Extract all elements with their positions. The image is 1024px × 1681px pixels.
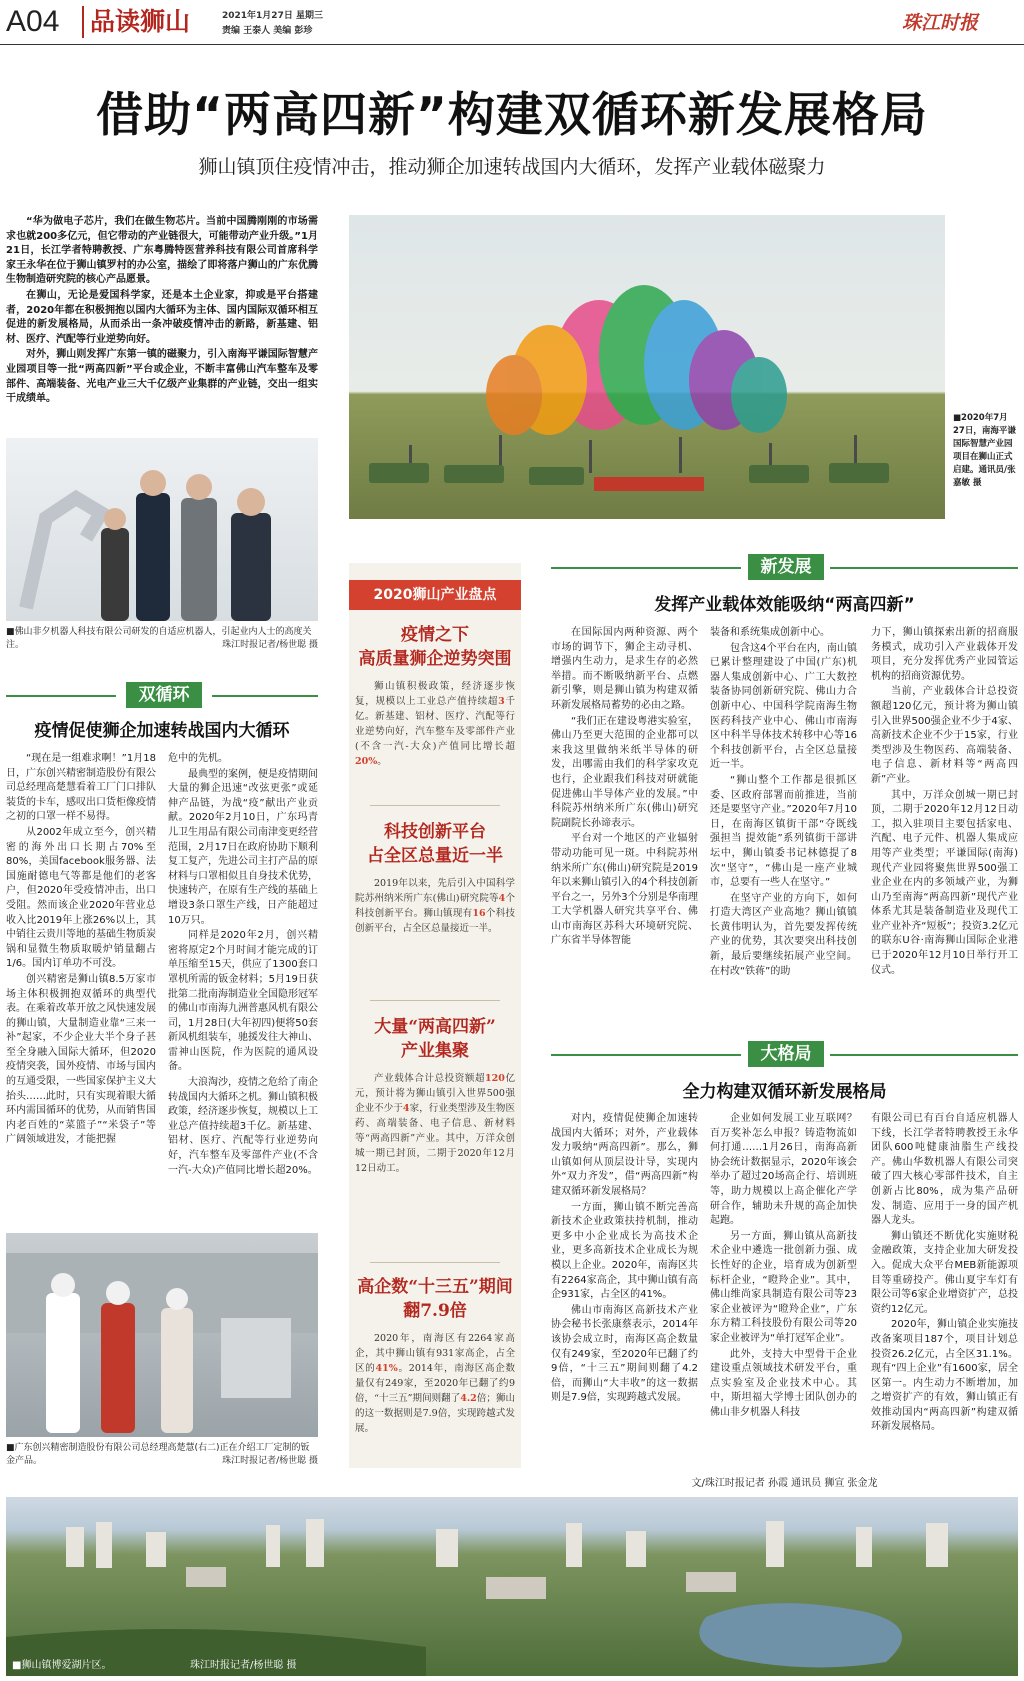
section-divider-right xyxy=(212,695,318,697)
sidebar-text-segment: 2019年以来，先后引入中国科学院苏州纳米所广东(佛山)研究院等 xyxy=(355,878,515,904)
article-paragraph: 包含这4个平台在内，南山镇已累计整理建设了中国(广东)机器人集成创新中心、广工大数控装备协同创新研究院、佛山力合创新中心、中国科学院南海生物医药科技产业中心、佛山市南海区中科半导体技术转移中心等16个科技创新平台，占全区总量接近一半。 xyxy=(710,642,857,771)
sidebar-highlight-number: 120 xyxy=(485,1073,505,1084)
xinfazhan-col2 xyxy=(710,626,857,1023)
section-divider-left xyxy=(551,1054,741,1056)
sidebar-divider xyxy=(370,805,500,806)
sidebar-text-segment: 倍；狮山的这一数据则是7.9倍，实现跨越式发展。 xyxy=(355,1393,515,1434)
article-paragraph: 佛山市南海区高新技术产业协会秘书长张康蔡表示，2014年该协会成立时，南海区高企数量仅有249家，至2020年已翻了约9倍，“十三五”期间则翻了4.2倍，而狮山“大丰收”的这一数据则是7.9倍，实现跨越式发展。 xyxy=(551,1304,698,1404)
intro-text xyxy=(6,215,318,427)
section-divider-left xyxy=(551,567,741,569)
sidebar-text-segment: 狮山镇积极政策，经济逐步恢复，规模以上工业总产值持续超 xyxy=(355,681,515,707)
robot-scene-illustration xyxy=(6,438,318,621)
factory-photo xyxy=(6,1233,318,1437)
shuangxunhuan-col1 xyxy=(6,752,156,1222)
sidebar-divider xyxy=(370,1000,500,1001)
aerial-city-illustration xyxy=(6,1497,1018,1676)
sidebar-block-3 xyxy=(355,1015,515,1209)
xinfazhan-col1 xyxy=(551,626,698,1023)
aerial-photo-credit: 珠江时报记者/杨世聪 摄 xyxy=(190,1660,297,1671)
article-paragraph: 一方面，狮山镇不断完善高新技术企业政策扶持机制，推动更多中小企业成长为高技术企业，更多高新技术企业成长为规模以上企业。2020年，南海区共有2264家高企，其中狮山镇有高企931家，占全区的41%。 xyxy=(551,1201,698,1301)
dage-col1 xyxy=(551,1112,698,1466)
sidebar-text-segment: 亿元，预计将为狮山镇引入世界500强企业不少于 xyxy=(355,1073,515,1114)
xinfazhan-col3 xyxy=(871,626,1018,1023)
sidebar-highlight-number: 41% xyxy=(375,1363,398,1374)
sidebar-text-segment: 家，行业类型涉及生物医药、高端装备、电子信息、新材料等“两高四新”产业。其中，万洋众创城一期已封顶，二期于2020年12月12日动工。 xyxy=(355,1103,515,1174)
fireworks-illustration xyxy=(349,215,945,519)
sidebar-header: 2020狮山产业盘点 xyxy=(349,580,521,610)
article-paragraph: 在坚守产业的方向下，如何打造大湾区产业高地？狮山镇镇长黄伟明认为，首先要发挥传统产业的优势，其次要突出科技创新，最后要继续拓展产业空间。在村改“铁蒋”的助 xyxy=(710,892,857,977)
intro-paragraph: 在狮山，无论是爱国科学家，还是本土企业家，抑或是平台搭建者，2020年都在积极拥抱以国内大循环为主体、国内国际双循环相互促进的新发展格局，从而杀出一条冲破疫情冲击的新路，新基建、铝材、医疗、汽配等行业逆势向好。 xyxy=(6,289,318,345)
tag-shuangxunhuan: 双循环 xyxy=(126,682,202,708)
article-paragraph: 力下，狮山镇探索出新的招商服务模式，成功引入产业载体开发项目，充分发挥优秀产业园管运机构的招商资源优势。 xyxy=(871,627,1018,682)
article-paragraph: 在国际国内两种资源、两个市场的调节下，狮企主动寻机、增强内生动力，是求生存的必然举措。而不断吸纳新平台、点燃新引擎，则是狮山镇为构建双循环新发展格局蓄势的必由之路。 xyxy=(551,627,698,711)
xinfazhan-title: 发挥产业载体效能吸纳“两高四新” xyxy=(654,595,915,615)
shuangxunhuan-col2 xyxy=(168,752,318,1222)
sidebar-block-text xyxy=(355,1331,515,1451)
article-paragraph: “狮山整个工作都是很抓区委、区政府部署而前推进，当前还是要坚守产业。”2020年7月10日，在南海区镇街干部“夺既线 强担当 提效能”系列镇街干部讲坛中，狮山镇委书记林德提了8次“坚守”，“佛山是一座产业城市，总要有一些人在坚守。” xyxy=(710,774,857,889)
factory-photo-caption: ■广东创兴精密制造股份有限公司总经理高楚慧(右二)正在介绍工厂定制的钣金产品。 xyxy=(6,1443,310,1466)
sidebar-block-text xyxy=(355,876,515,956)
sidebar-block-title: 大量“两高四新” 产业集聚 xyxy=(374,1017,496,1061)
sidebar-highlight-number: 4 xyxy=(402,1103,410,1114)
issue-date: 2021年1月27日 星期三 xyxy=(222,11,323,21)
article-paragraph: 最典型的案例，便是疫情期间大量的狮企迅速“改弦更张”或延伸产品链，为战“疫”献出产业贡献。2020年2月10日，广东玛青儿卫生用品有限公司南津变更经营范围，2月17日在政府协助下顺利复工复产，先进公司主打产品的原材料与口罩相似且自身技术优势，快速转产，在原有生产线的基础上增设3条口罩生产线，日产能超过10万只。 xyxy=(168,768,318,926)
aerial-photo-caption: ■狮山镇博爱湖片区。 xyxy=(12,1660,112,1671)
sidebar-text-segment: 。2014年，南海区高企数量仅有249家，至2020年已翻了约9倍，“十三五”期间则翻了 xyxy=(355,1363,515,1404)
masthead xyxy=(0,0,1024,44)
article-paragraph: “我们正在建设粤港实验室，佛山乃至更大范围的企业都可以来我这里做纳米纸半导体的研发，出哪需由我们的科学家攻克也行，企业跟我们科技对研就能促进佛山半导体产业的发展。”中科院苏州纳米所广东(佛山)研究院副院长孙谛表示。 xyxy=(551,715,698,829)
section-name: 品读狮山 xyxy=(90,7,191,36)
tag-xinfazhan: 新发展 xyxy=(748,554,824,580)
editors: 责编 王泰人 美编 彭珍 xyxy=(222,26,313,36)
robot-photo xyxy=(6,438,318,621)
tag-dage: 大格局 xyxy=(748,1041,824,1067)
sidebar-highlight-number: 16 xyxy=(472,908,486,919)
article-paragraph: 大浪淘沙，疫情之危给了南企转战国内大循环之机。狮山镇积极政策，经济逐步恢复，规模以上工业总产值持续超3千亿。新基建、铝材、医疗、汽配等行业逆势向好，汽车整车及零部件产业(不含一汽-大众)产值同比增长超20%。 xyxy=(168,1077,318,1176)
sidebar-divider xyxy=(370,1262,500,1263)
groundbreaking-photo xyxy=(349,215,945,519)
sidebar-block-title: 科技创新平台 占全区总量近一半 xyxy=(367,822,503,866)
sidebar-text-segment: 个科技创新平台。狮山镇现有 xyxy=(355,893,515,919)
factory-scene-illustration xyxy=(6,1233,318,1437)
article-paragraph: 创兴精密是狮山镇8.5万家市场主体积极拥抱双循环的典型代表。在乘着改革开放之风快速发展的狮山镇，大量制造业靠“三来一补”起家，不少企业大半个身子甚至全身融入国际大循环，但2020疫情突袭，国外疫情、市场与国内的互通受限，一些国家保护主义大抬头……此时，只有实现着眼大循环内需国循环的优势，从而销售国内老百姓的“菜篮子”“米袋子”等广阔领域进发，才能把握 xyxy=(6,973,156,1146)
article-paragraph: 其中，万洋众创城一期已封顶，二期于2020年12月12日动工，拟入驻项目主要包括家电、汽配、电子元件、机器人集成应用等产业类型；平谦国际(南海)现代产业园将聚焦世界500强工业企业在内的多领域产业，为狮山乃至南海“两高四新”现代产业体系尤其是装备制造业及现代工业产业补齐“短板”；投资3.2亿元的联东U谷·南海狮山国际企业港已于2020年12月10日举行开工仪式。 xyxy=(871,789,1018,976)
article-paragraph: 2020年，狮山镇企业实施技改备案项目187个，项目计划总投资26.2亿元，占全区31.1%。现有“四上企业”有1600家，居全区第一。内生动力不断增加，加之增资扩产的有效，狮山镇正有效推动国内“两高四新”构建双循环新发展格局。 xyxy=(871,1319,1018,1433)
section-divider-right xyxy=(830,1054,1018,1056)
sidebar-text-segment: 。 xyxy=(377,756,387,767)
article-paragraph: 同样是2020年2月，创兴精密将原定2个月时间才能完成的订单压缩至15天，供应了1300套口罩机所需的钣金材料；5月19日获批第二批南海制造业全国隐形冠军的佛山市南海九洲普惠风机有限公司，1月28日(大年初四)便将50套新风机组装车，驰援发往大神山、雷神山医院，作为医院的通风设备。 xyxy=(168,930,318,1073)
article-paragraph: 有限公司已有百台自适应机器人下线，长江学者特聘教授王永华团队600吨健康油脂生产线投产。佛山华数机器人有限公司突破了四大核心零部件技术，自主创新占比80%，成为集产品研发、制造、应用于一身的国产机器人龙头。 xyxy=(871,1113,1018,1227)
aerial-photo xyxy=(6,1497,1018,1676)
article-paragraph: 狮山镇还不断优化实施财税金融政策，支持企业加大研发投入。促成大众平台MEB新能源项目等重磅投产。佛山夏宇车灯有限公司等6家企业增资扩产，总投资约12亿元。 xyxy=(871,1230,1018,1315)
masthead-rule xyxy=(0,44,1024,45)
dage-col2 xyxy=(710,1112,857,1466)
article-paragraph: “现在是一组难求啊！”1月18日，广东创兴精密制造股份有限公司总经理高楚慧看着工厂门口排队装货的卡车，感叹出口货柜像疫情之初的口罩一样不易得。 xyxy=(6,753,156,823)
sidebar-text-segment: 产业载体合计总投资额超 xyxy=(374,1073,486,1084)
article-paragraph: 对内，疫情促使狮企加速转战国内大循环；对外，产业载体发力吸纳“两高四新”。那么，狮山镇如何从顶层设计导，实现内外“双力齐发”，借“两高四新”构建双循环新发展格局？ xyxy=(551,1113,698,1197)
masthead-divider xyxy=(82,6,84,38)
sidebar-block-title: 高企数“十三五”期间 翻7.9倍 xyxy=(357,1277,513,1321)
robot-photo-caption: ■佛山非夕机器人科技有限公司研发的自适应机器人，引起业内人士的高度关注。 xyxy=(6,627,312,650)
sidebar-text-segment: 个科技创新平台，占全区总量接近一半。 xyxy=(355,908,515,934)
sidebar-block-text xyxy=(355,679,515,779)
sidebar-highlight-number: 3 xyxy=(498,696,505,707)
article-paragraph: 此外，支持大中型骨干企业建设重点领域技术研发平台，重点实验室及企业技术中心。其中，斯坦福大学博士团队创办的佛山非夕机器人科技 xyxy=(710,1348,857,1418)
sidebar-block-text xyxy=(355,1071,515,1209)
sidebar-highlight-number: 4 xyxy=(498,893,506,904)
shuangxunhuan-title: 疫情促使狮企加速转战国内大循环 xyxy=(34,721,290,741)
sidebar-block-1 xyxy=(355,623,515,779)
byline: 文/珠江时报记者 孙霞 通讯员 狮宣 张金龙 xyxy=(691,1478,878,1489)
article-paragraph: 当前，产业载体合计总投资额超120亿元，预计将为狮山镇引入世界500强企业不少于4家、高新技术企业不少于15家，行业类型涉及生物医药、高端装备、电子信息、新材料等“两高四新”产业。 xyxy=(871,686,1018,785)
intro-paragraph: “华为做电子芯片，我们在做生物芯片。当前中国腾刚刚的市场需求也就200多亿元，但它带动的产业链很大，可能带动产业升级。”1月21日，长江学者特聘教授、广东粤腾特医营养科技有限公司首席科学家王永华在位于狮山镇罗村的办公室，描绘了即将落户狮山的广东优腾生物制造研究院的核心产品愿景。 xyxy=(6,216,318,286)
main-photo-caption: ■2020年7月27日，南海平谦国际智慧产业园项目在狮山正式启建。通讯员/张嘉敏 摄 xyxy=(953,413,1016,488)
sidebar-block-2 xyxy=(355,820,515,956)
article-paragraph: 另一方面，狮山镇从高新技术企业中遴选一批创新力强、成长性好的企业，培育成为创新型标杆企业，“瞪羚企业”。其中，佛山维尚家具制造有限公司等23家企业被评为“瞪羚企业”，广东东方精工科技股份有限公司等20家企业被评为“单打冠军企业”。 xyxy=(710,1230,857,1344)
dage-title: 全力构建双循环新发展格局 xyxy=(682,1082,887,1102)
sidebar-block-4 xyxy=(355,1275,515,1451)
intro-paragraph: 对外，狮山则发挥广东第一镇的磁聚力，引入南海平谦国际智慧产业园项目等一批“两高四新”平台或企业，不断丰富佛山汽车整车及零部件、高端装备、光电产业三大千亿级产业集群的产业链，交出一组实干成绩单。 xyxy=(6,349,318,405)
sidebar-text-segment: 千亿。新基建、铝材、医疗、汽配等行业逆势向好，汽车整车及零部件产业(不含一汽-大众)产值同比增长超 xyxy=(355,696,515,752)
section-divider-left xyxy=(6,695,116,697)
section-divider-right xyxy=(830,567,1018,569)
page-number: A04 xyxy=(6,5,60,38)
article-paragraph: 企业如何发展工业互联网？百万奖补怎么申报？铸造物流如何打通……1月26日，南海高新协会统计数据显示，2020年该会举办了超过20场高企行、培训班等，助力规模以上高企催化产学研合作，辅助未升规的高企加快起跑。 xyxy=(710,1113,857,1227)
factory-photo-credit: 珠江时报记者/杨世聪 摄 xyxy=(222,1456,318,1466)
article-paragraph: 平台对一个地区的产业辐射带动功能可见一斑。中科院苏州纳米所广东(佛山)研究院是2019年以来狮山镇引入的4个科技创新平台之一，另外3个分别是华南理工大学机器人研究共享平台、佛山市南海区苏科大环境研究院、广东省半导体智能 xyxy=(551,833,698,947)
dage-col3 xyxy=(871,1112,1018,1466)
sub-headline: 狮山镇顶住疫情冲击，推动狮企加速转战国内大循环，发挥产业载体磁聚力 xyxy=(198,156,826,178)
article-paragraph: 危中的先机。 xyxy=(168,753,228,764)
article-paragraph: 装备和系统集成创新中心。 xyxy=(710,627,830,638)
sidebar-highlight-number: 20% xyxy=(355,756,378,767)
main-headline: 借助“两高四新”构建双循环新发展格局 xyxy=(96,88,928,143)
newspaper-logo: 珠江时报 xyxy=(902,12,979,34)
article-paragraph: 从2002年成立至今，创兴精密的海外出口长期占70%至80%，美国facebook服务器、法国施耐德电气等都是他们的老客户，但2020年受疫情冲击，出口受阻。然而该企业2020年营业总收入比2019年上涨26%以上，其中销往云贵川等地的基础生物质炭锅和显微生物质取暖炉销量翻占1/6。国内订单功不可没。 xyxy=(6,826,156,970)
sidebar-highlight-number: 4.2 xyxy=(460,1393,477,1404)
robot-photo-credit: 珠江时报记者/杨世聪 摄 xyxy=(222,640,318,650)
sidebar-text-segment: 2020年，南海区有2264家高企，其中狮山镇有931家高企，占全区的 xyxy=(355,1333,515,1374)
sidebar-block-title: 疫情之下 高质量狮企逆势突围 xyxy=(358,625,512,669)
